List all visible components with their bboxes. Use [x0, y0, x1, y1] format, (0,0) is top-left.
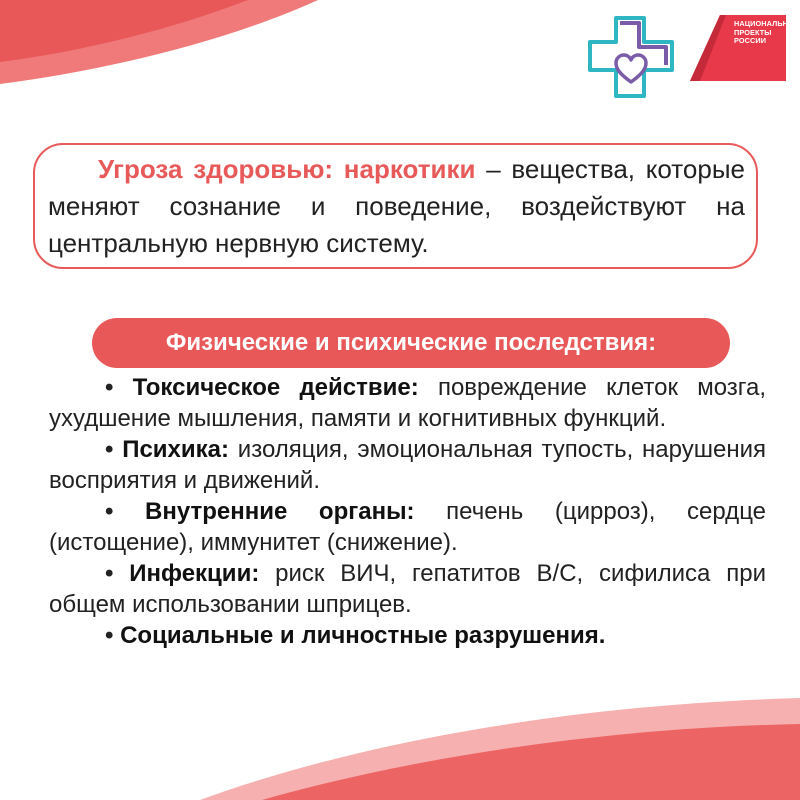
logo-line: ПРОЕКТЫ: [734, 27, 772, 37]
intro-definition: – вещества, которые меняют сознание и поведение, воздействуют на центральную нервную систему.: [48, 154, 745, 258]
item-text: печень (цирроз), сердце (истощение), иммунитет (снижение).: [49, 498, 767, 556]
section-header: [92, 318, 730, 368]
logo-line: НАЦИОНАЛЬНЫЕ: [734, 19, 800, 28]
list-item: [49, 558, 766, 620]
bullet-icon: •: [105, 498, 114, 525]
health-cross-heart-icon: [586, 14, 676, 100]
bullet-icon: •: [105, 436, 114, 463]
item-title: Социальные и личностные разрушения.: [120, 622, 606, 649]
national-projects-logo-text: [734, 19, 800, 46]
list-item: [49, 496, 766, 558]
item-title: Инфекции:: [129, 560, 260, 587]
item-title: Психика:: [122, 436, 230, 463]
consequences-list: [49, 372, 766, 651]
bullet-icon: •: [105, 622, 114, 649]
item-text: изоляция, эмоциональная тупость, нарушения восприятия и движений.: [49, 436, 766, 494]
intro-paragraph: [48, 151, 745, 262]
list-item: [49, 372, 766, 434]
intro-term: Угроза здоровью: наркотики: [98, 154, 476, 184]
logo-line: РОССИИ: [734, 36, 767, 46]
bullet-icon: •: [105, 560, 114, 587]
section-title: Физические и психические последствия:: [165, 329, 657, 356]
item-title: Внутренние органы:: [145, 498, 415, 525]
item-text: повреждение клеток мозга, ухудшение мышления, памяти и когнитивных функций.: [49, 374, 767, 432]
item-text: риск ВИЧ, гепатитов B/C, сифилиса при общем использовании шприцев.: [49, 560, 766, 618]
bullet-icon: •: [105, 374, 114, 401]
list-item: [49, 434, 766, 496]
item-title: Токсическое действие:: [132, 374, 419, 401]
list-item: [49, 620, 766, 651]
